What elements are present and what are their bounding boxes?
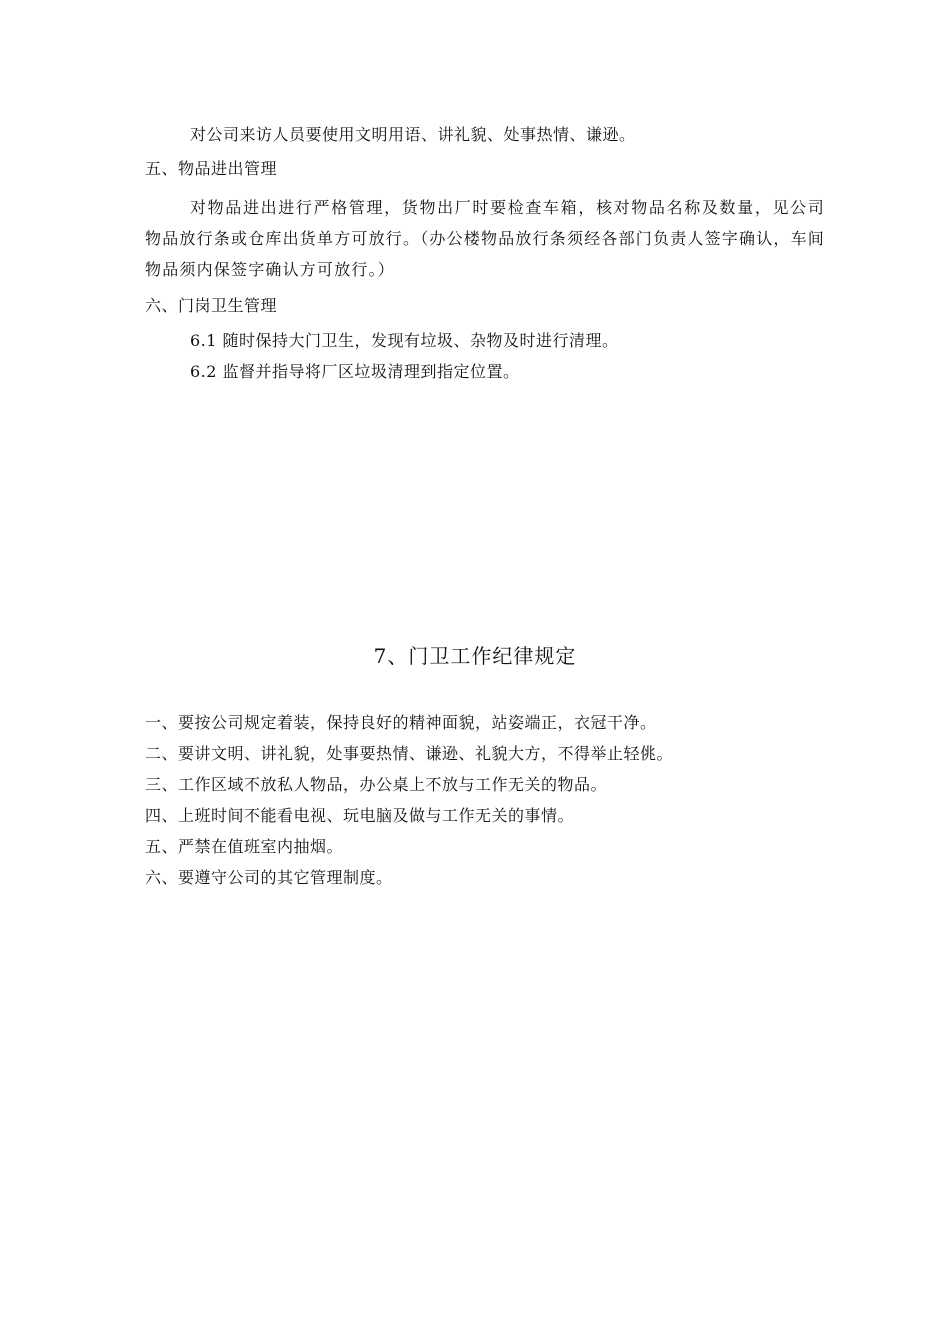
section-5-heading: 五、物品进出管理 <box>145 159 278 178</box>
discipline-rule: 四、上班时间不能看电视、玩电脑及做与工作无关的事情。 <box>145 806 575 825</box>
section-6-item: 6.1 随时保持大门卫生，发现有垃圾、杂物及时进行清理。 <box>190 331 619 350</box>
visitor-conduct-line: 对公司来访人员要使用文明用语、讲礼貌、处事热情、谦逊。 <box>190 125 636 144</box>
discipline-rule: 三、工作区域不放私人物品，办公桌上不放与工作无关的物品。 <box>145 775 608 794</box>
discipline-rule: 二、要讲文明、讲礼貌，处事要热情、谦逊、礼貌大方，不得举止轻佻。 <box>145 744 674 763</box>
discipline-rule: 一、要按公司规定着装，保持良好的精神面貌，站姿端正，衣冠干净。 <box>145 713 657 732</box>
discipline-rule: 五、严禁在值班室内抽烟。 <box>145 837 344 856</box>
discipline-title: 7、门卫工作纪律规定 <box>373 644 577 668</box>
section-6-item: 6.2 监督并指导将厂区垃圾清理到指定位置。 <box>190 362 520 381</box>
section-5-paragraph: 对物品进出进行严格管理，货物出厂时要检查车箱，核对物品名称及数量，见公司物品放行条或仓库出货单方可放行。（办公楼物品放行条须经各部门负责人签字确认，车间物品须内保签字确认方可放行。） <box>145 198 826 279</box>
section-6-heading: 六、门岗卫生管理 <box>145 296 278 315</box>
discipline-rule: 六、要遵守公司的其它管理制度。 <box>145 868 393 887</box>
